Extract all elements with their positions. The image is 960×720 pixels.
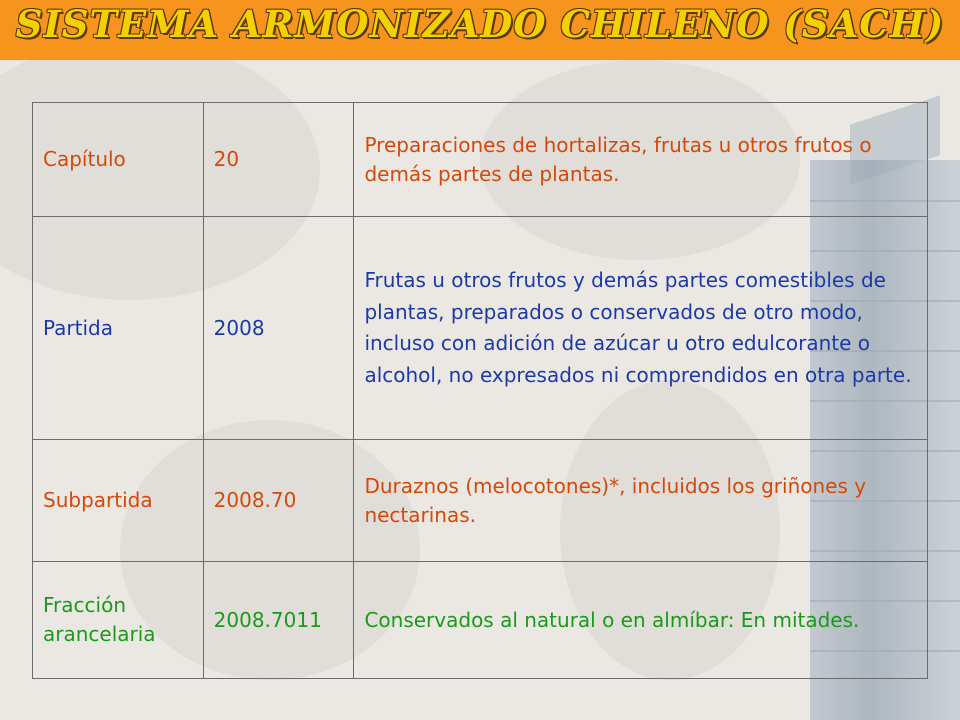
row-code: 2008.7011 (203, 562, 354, 679)
row-label: Capítulo (33, 103, 204, 217)
row-description: Preparaciones de hortalizas, frutas u otros frutos o demás partes de plantas. (354, 103, 928, 217)
row-code: 2008.70 (203, 440, 354, 562)
row-label: Subpartida (33, 440, 204, 562)
row-description: Duraznos (melocotones)*, incluidos los griñones y nectarinas. (354, 440, 928, 562)
classification-table (32, 102, 928, 679)
table-row-fraccion (33, 562, 928, 679)
table-row-partida (33, 217, 928, 440)
row-label: Partida (33, 217, 204, 440)
row-description: Conservados al natural o en almíbar: En mitades. (354, 562, 928, 679)
table-row-subpartida (33, 440, 928, 562)
row-code: 20 (203, 103, 354, 217)
page-title: SISTEMA ARMONIZADO CHILENO (SACH) (15, 2, 945, 46)
classification-table-wrapper (32, 102, 928, 679)
table-row-capitulo (33, 103, 928, 217)
row-label: Fracción arancelaria (33, 562, 204, 679)
row-code: 2008 (203, 217, 354, 440)
row-description: Frutas u otros frutos y demás partes comestibles de plantas, preparados o conservados de otro modo, incluso con adición de azúcar u otro edulcorante o alcohol, no expresados ni comprendidos en otra parte. (354, 217, 928, 440)
